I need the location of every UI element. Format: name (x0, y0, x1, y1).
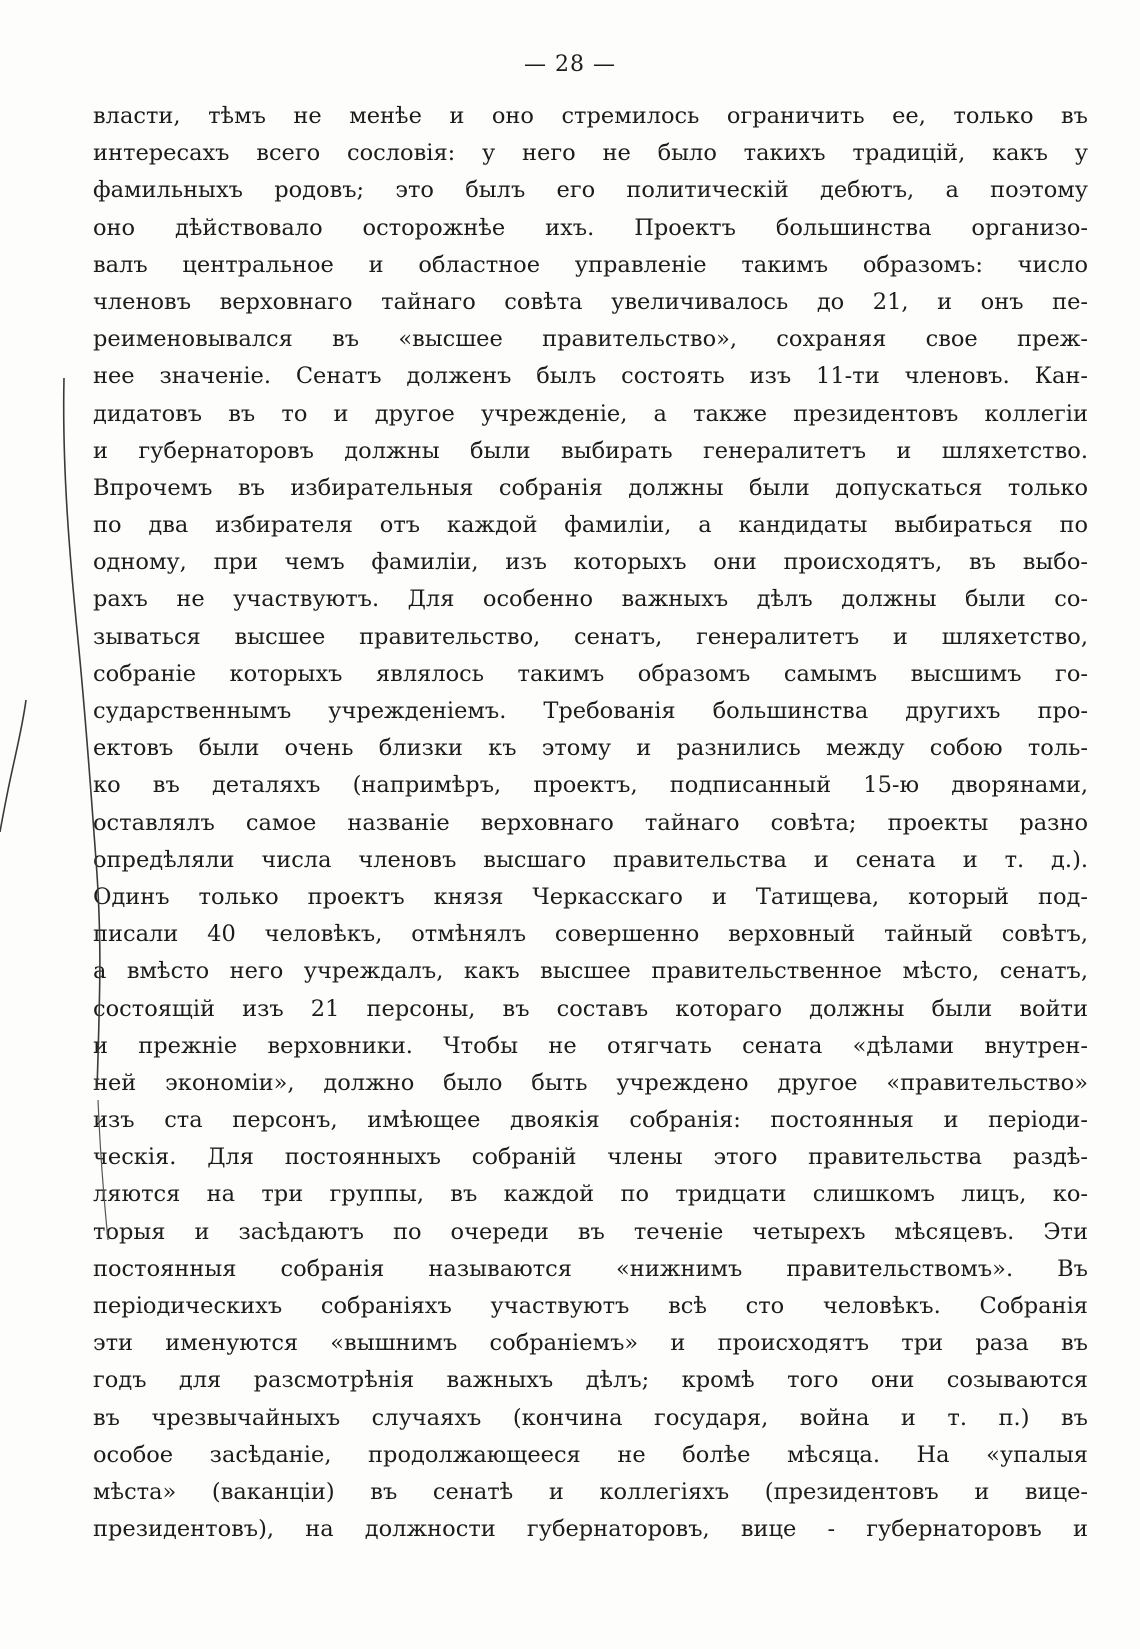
text-line: оставлялъ самое названіе верховнаго тайнаго совѣта; проекты разно (93, 809, 1088, 836)
text-line: особое засѣданіе, продолжающееся не болѣе мѣсяца. На «упалыя (93, 1441, 1088, 1468)
text-line: ко въ деталяхъ (напримѣръ, проектъ, подписанный 15-ю дворянами, (93, 772, 1088, 799)
text-line: и прежніе верховники. Чтобы не отягчать сената «дѣлами внутрен- (93, 1032, 1088, 1059)
text-line: а вмѣсто него учреждалъ, какъ высшее правительственное мѣсто, сенатъ, (93, 958, 1088, 985)
text-line: рахъ не участвуютъ. Для особенно важныхъ дѣлъ должны были со- (93, 586, 1088, 613)
text-line: одному, при чемъ фамиліи, изъ которыхъ они происходятъ, въ выбо- (93, 549, 1088, 576)
text-line: изъ ста персонъ, имѣющее двоякія собранія: постоянныя и періоди- (93, 1107, 1088, 1134)
page-number: — 28 — (524, 52, 616, 77)
text-line: годъ для разсмотрѣнія важныхъ дѣлъ; кромѣ того они созываются (93, 1367, 1088, 1394)
text-line: и губернаторовъ должны были выбирать генералитетъ и шляхетство. (93, 437, 1088, 464)
text-line: дидатовъ въ то и другое учрежденіе, а также президентовъ коллегіи (93, 400, 1088, 427)
text-line: состоящій изъ 21 персоны, въ составъ котораго должны были войти (93, 995, 1088, 1022)
text-line: власти, тѣмъ не менѣе и оно стремилось ограничить ее, только въ (93, 103, 1088, 129)
text-line: ней экономіи», должно было быть учреждено другое «правительство» (93, 1069, 1088, 1096)
margin-stroke (0, 700, 26, 832)
text-line: сударственнымъ учрежденіемъ. Требованія большинства другихъ про- (93, 698, 1088, 724)
text-line: ческія. Для постоянныхъ собраній члены этого правительства раздѣ- (93, 1144, 1088, 1171)
text-line: опредѣляли числа членовъ высшаго правительства и сената и т. д.). (93, 846, 1088, 873)
text-line: мѣста» (ваканціи) въ сенатѣ и коллегіяхъ (президентовъ и вице- (93, 1478, 1088, 1505)
text-line: эти именуются «вышнимъ собраніемъ» и происходятъ три раза въ (93, 1330, 1088, 1357)
text-line: фамильныхъ родовъ; это былъ его политическій дебютъ, а поэтому (93, 177, 1088, 204)
text-line: президентовъ), на должности губернаторовъ, вице - губернаторовъ и (93, 1516, 1088, 1543)
text-line: Впрочемъ въ избирательныя собранія должны были допускаться только (93, 474, 1088, 501)
text-line: періодическихъ собраніяхъ участвуютъ всѣ сто человѣкъ. Собранія (93, 1293, 1088, 1319)
body-text (93, 98, 1088, 1548)
text-line: писали 40 человѣкъ, отмѣнялъ совершенно верховный тайный совѣтъ, (93, 921, 1088, 948)
text-line: реименовывался въ «высшее правительство», сохраняя свое преж- (93, 326, 1088, 353)
text-line: членовъ верховнаго тайнаго совѣта увеличивалось до 21, и онъ пе- (93, 288, 1088, 315)
text-line: ляются на три группы, въ каждой по тридцати слишкомъ лицъ, ко- (93, 1181, 1088, 1208)
text-line: нее значеніе. Сенатъ долженъ былъ состоять изъ 11-ти членовъ. Кан- (93, 363, 1088, 390)
text-line: валъ центральное и областное управленіе такимъ образомъ: число (93, 251, 1088, 278)
text-line: въ чрезвычайныхъ случаяхъ (кончина государя, война и т. п.) въ (93, 1404, 1088, 1431)
text-line: зываться высшее правительство, сенатъ, генералитетъ и шляхетство, (93, 623, 1088, 650)
text-line: Одинъ только проектъ князя Черкасскаго и Татищева, который под- (93, 883, 1088, 910)
text-line: торыя и засѣдаютъ по очереди въ теченіе четырехъ мѣсяцевъ. Эти (93, 1218, 1088, 1245)
text-line: постоянныя собранія называются «нижнимъ правительствомъ». Въ (93, 1255, 1088, 1282)
text-line: ектовъ были очень близки къ этому и разнились между собою толь- (93, 735, 1088, 762)
text-line: интересахъ всего сословія: у него не было такихъ традицій, какъ у (93, 140, 1088, 167)
text-line: собраніе которыхъ являлось такимъ образомъ самымъ высшимъ го- (93, 660, 1088, 687)
text-line: оно дѣйствовало осторожнѣе ихъ. Проектъ большинства организо- (93, 214, 1088, 241)
text-line: по два избирателя отъ каждой фамиліи, а кандидаты выбираться по (93, 512, 1088, 539)
